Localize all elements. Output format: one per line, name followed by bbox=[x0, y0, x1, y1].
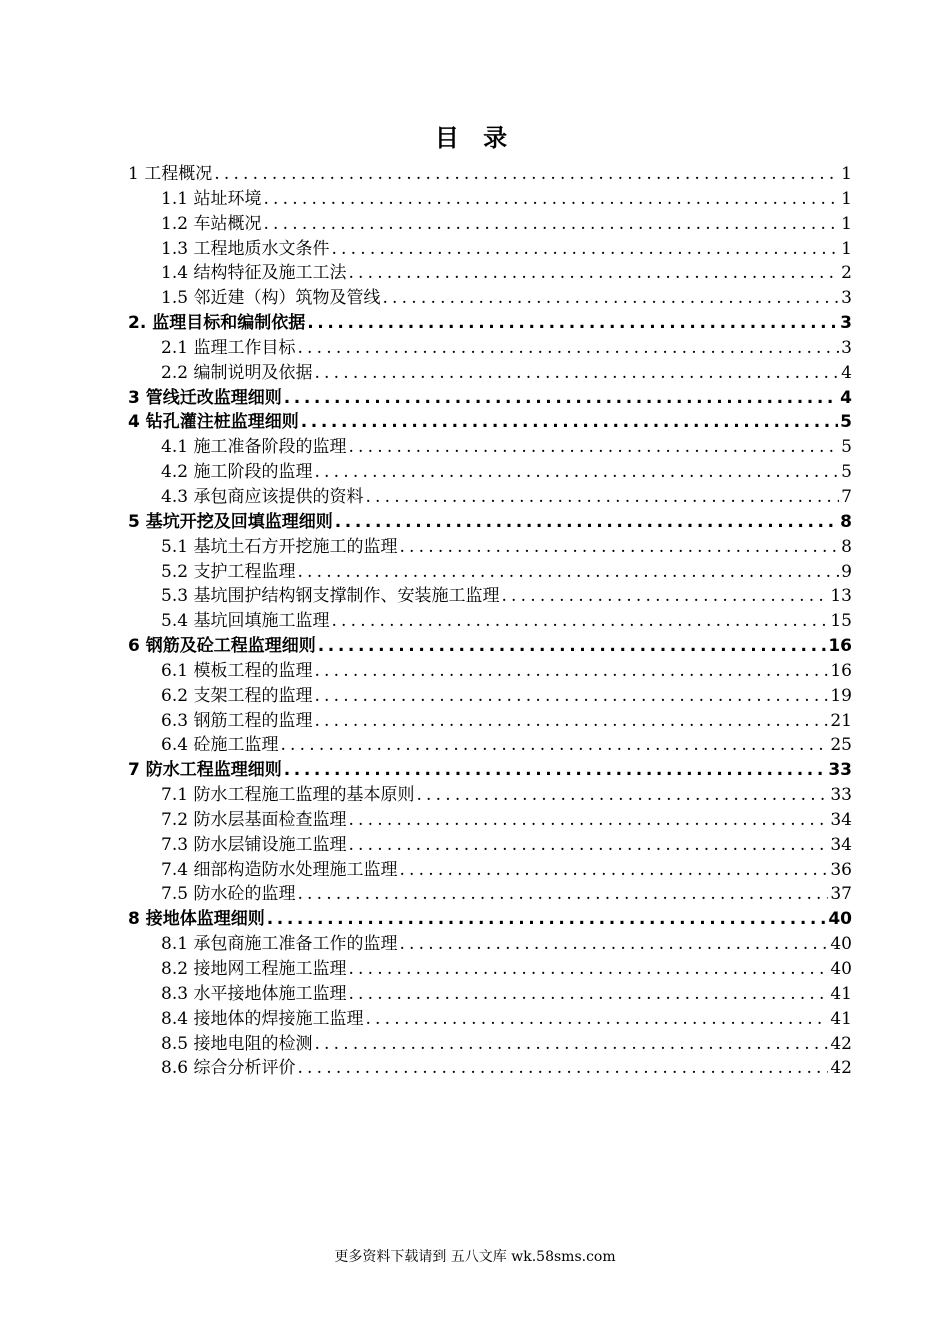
toc-entry-label: 5.2 支护工程监理 bbox=[161, 561, 296, 582]
toc-dot-leader bbox=[416, 783, 828, 808]
toc-section-entry[interactable] bbox=[128, 584, 852, 609]
toc-dot-leader bbox=[297, 1056, 828, 1081]
toc-entry-label: 3 管线迁改监理细则 bbox=[128, 387, 282, 408]
toc-dot-leader bbox=[280, 733, 828, 758]
toc-dot-leader bbox=[348, 808, 828, 833]
toc-dot-leader bbox=[314, 659, 828, 684]
toc-page-number: 2 bbox=[841, 263, 852, 284]
toc-entry-label: 8.3 水平接地体施工监理 bbox=[161, 983, 347, 1004]
toc-page-number: 16 bbox=[830, 660, 852, 681]
toc-section-entry[interactable] bbox=[128, 286, 852, 311]
toc-page-number: 42 bbox=[830, 1058, 852, 1079]
toc-dot-leader bbox=[318, 634, 827, 659]
toc-page-number: 40 bbox=[828, 909, 852, 930]
toc-chapter-entry[interactable] bbox=[128, 758, 852, 783]
toc-page-number: 1 bbox=[841, 238, 852, 259]
toc-page-number: 15 bbox=[830, 611, 852, 632]
toc-dot-leader bbox=[314, 460, 839, 485]
toc-page-number: 1 bbox=[841, 213, 852, 234]
toc-entry-label: 5 基坑开挖及回填监理细则 bbox=[128, 511, 333, 532]
toc-page-number: 4 bbox=[841, 362, 852, 383]
toc-entry-label: 1.4 结构特征及施工工法 bbox=[161, 263, 347, 284]
toc-chapter-entry[interactable] bbox=[128, 162, 852, 187]
toc-entry-label: 6.4 砼施工监理 bbox=[161, 735, 279, 756]
toc-page-number: 19 bbox=[830, 685, 852, 706]
toc-dot-leader bbox=[348, 435, 839, 460]
toc-dot-leader bbox=[331, 609, 828, 634]
toc-section-entry[interactable] bbox=[128, 858, 852, 883]
toc-page-number: 25 bbox=[830, 735, 852, 756]
toc-page-number: 36 bbox=[830, 859, 852, 880]
toc-page-number: 8 bbox=[840, 511, 852, 532]
toc-entry-label: 8.4 接地体的焊接施工监理 bbox=[161, 1008, 364, 1029]
toc-dot-leader bbox=[263, 212, 839, 237]
toc-section-entry[interactable] bbox=[128, 659, 852, 684]
toc-section-entry[interactable] bbox=[128, 684, 852, 709]
toc-dot-leader bbox=[331, 237, 839, 262]
toc-entry-label: 8.5 接地电阻的检测 bbox=[161, 1033, 313, 1054]
toc-page-number: 16 bbox=[828, 636, 852, 657]
toc-dot-leader bbox=[501, 584, 828, 609]
toc-entry-label: 7.2 防水层基面检查监理 bbox=[161, 809, 347, 830]
toc-dot-leader bbox=[348, 261, 839, 286]
toc-section-entry[interactable] bbox=[128, 560, 852, 585]
toc-page-number: 5 bbox=[841, 462, 852, 483]
toc-entry-label: 6.1 模板工程的监理 bbox=[161, 660, 313, 681]
toc-page-number: 3 bbox=[841, 288, 852, 309]
toc-dot-leader bbox=[284, 386, 838, 411]
toc-entry-label: 7.1 防水工程施工监理的基本原则 bbox=[161, 785, 415, 806]
toc-entry-label: 5.1 基坑土石方开挖施工的监理 bbox=[161, 536, 398, 557]
toc-chapter-entry[interactable] bbox=[128, 510, 852, 535]
toc-section-entry[interactable] bbox=[128, 609, 852, 634]
toc-dot-leader bbox=[297, 882, 828, 907]
page-footer: 更多资料下载请到 五八文库 wk.58sms.com bbox=[334, 1249, 616, 1265]
toc-entry-label: 2. 监理目标和编制依据 bbox=[128, 313, 306, 334]
toc-page-number: 4 bbox=[840, 387, 852, 408]
table-of-contents bbox=[128, 162, 852, 1081]
toc-entry-label: 5.3 基坑围护结构钢支撑制作、安装施工监理 bbox=[161, 586, 500, 607]
toc-entry-label: 4.3 承包商应该提供的资料 bbox=[161, 486, 364, 507]
toc-page-number: 1 bbox=[841, 188, 852, 209]
toc-section-entry[interactable] bbox=[128, 932, 852, 957]
toc-section-entry[interactable] bbox=[128, 1032, 852, 1057]
toc-entry-label: 2.1 监理工作目标 bbox=[161, 337, 296, 358]
toc-entry-label: 1.2 车站概况 bbox=[161, 213, 262, 234]
toc-dot-leader bbox=[297, 336, 839, 361]
toc-section-entry[interactable] bbox=[128, 783, 852, 808]
toc-dot-leader bbox=[399, 858, 828, 883]
toc-dot-leader bbox=[284, 758, 827, 783]
toc-page-number: 41 bbox=[830, 983, 852, 1004]
toc-dot-leader bbox=[348, 833, 828, 858]
toc-page-number: 3 bbox=[840, 313, 852, 334]
toc-entry-label: 4.1 施工准备阶段的监理 bbox=[161, 437, 347, 458]
toc-page-number: 33 bbox=[828, 760, 852, 781]
toc-entry-label: 6.3 钢筋工程的监理 bbox=[161, 710, 313, 731]
toc-page-number: 34 bbox=[830, 809, 852, 830]
toc-chapter-entry[interactable] bbox=[128, 311, 852, 336]
toc-dot-leader bbox=[314, 709, 828, 734]
toc-dot-leader bbox=[365, 1007, 828, 1032]
toc-entry-label: 7 防水工程监理细则 bbox=[128, 760, 282, 781]
toc-page-number: 37 bbox=[830, 884, 852, 905]
toc-dot-leader bbox=[365, 485, 839, 510]
toc-page-number: 7 bbox=[841, 486, 852, 507]
toc-entry-label: 7.5 防水砼的监理 bbox=[161, 884, 296, 905]
toc-entry-label: 1.1 站址环境 bbox=[161, 188, 262, 209]
toc-dot-leader bbox=[348, 957, 828, 982]
toc-section-entry[interactable] bbox=[128, 733, 852, 758]
toc-section-entry[interactable] bbox=[128, 1056, 852, 1081]
toc-section-entry[interactable] bbox=[128, 535, 852, 560]
toc-page-number: 9 bbox=[841, 561, 852, 582]
toc-page-number: 34 bbox=[830, 834, 852, 855]
toc-entry-label: 8.1 承包商施工准备工作的监理 bbox=[161, 934, 398, 955]
toc-page-number: 33 bbox=[830, 785, 852, 806]
toc-chapter-entry[interactable] bbox=[128, 907, 852, 932]
toc-dot-leader bbox=[335, 510, 838, 535]
toc-entry-label: 6 钢筋及砼工程监理细则 bbox=[128, 636, 316, 657]
toc-dot-leader bbox=[399, 932, 828, 957]
toc-dot-leader bbox=[314, 361, 839, 386]
toc-entry-label: 7.3 防水层铺设施工监理 bbox=[161, 834, 347, 855]
toc-entry-label: 8.6 综合分析评价 bbox=[161, 1058, 296, 1079]
toc-section-entry[interactable] bbox=[128, 187, 852, 212]
toc-entry-label: 5.4 基坑回填施工监理 bbox=[161, 611, 330, 632]
toc-section-entry[interactable] bbox=[128, 957, 852, 982]
toc-entry-label: 4 钻孔灌注桩监理细则 bbox=[128, 412, 299, 433]
toc-dot-leader bbox=[307, 311, 838, 336]
toc-chapter-entry[interactable] bbox=[128, 634, 852, 659]
toc-section-entry[interactable] bbox=[128, 808, 852, 833]
toc-entry-label: 1.5 邻近建（构）筑物及管线 bbox=[161, 288, 381, 309]
toc-page-number: 21 bbox=[830, 710, 852, 731]
toc-section-entry[interactable] bbox=[128, 212, 852, 237]
toc-page-number: 8 bbox=[841, 536, 852, 557]
toc-section-entry[interactable] bbox=[128, 485, 852, 510]
toc-dot-leader bbox=[263, 187, 839, 212]
toc-section-entry[interactable] bbox=[128, 709, 852, 734]
toc-section-entry[interactable] bbox=[128, 882, 852, 907]
toc-dot-leader bbox=[267, 907, 827, 932]
page-title: 目 录 bbox=[434, 124, 516, 152]
toc-entry-label: 7.4 细部构造防水处理施工监理 bbox=[161, 859, 398, 880]
toc-entry-label: 2.2 编制说明及依据 bbox=[161, 362, 313, 383]
toc-dot-leader bbox=[399, 535, 839, 560]
toc-page-number: 5 bbox=[840, 412, 852, 433]
toc-dot-leader bbox=[297, 560, 839, 585]
toc-section-entry[interactable] bbox=[128, 1007, 852, 1032]
toc-section-entry[interactable] bbox=[128, 237, 852, 262]
toc-page-number: 5 bbox=[841, 437, 852, 458]
toc-chapter-entry[interactable] bbox=[128, 386, 852, 411]
toc-section-entry[interactable] bbox=[128, 261, 852, 286]
toc-dot-leader bbox=[301, 410, 838, 435]
toc-page-number: 41 bbox=[830, 1008, 852, 1029]
toc-entry-label: 6.2 支架工程的监理 bbox=[161, 685, 313, 706]
toc-page-number: 1 bbox=[841, 164, 852, 184]
toc-page-number: 3 bbox=[841, 337, 852, 358]
toc-entry-label: 8 接地体监理细则 bbox=[128, 909, 265, 930]
toc-section-entry[interactable] bbox=[128, 982, 852, 1007]
toc-dot-leader bbox=[382, 286, 839, 311]
toc-section-entry[interactable] bbox=[128, 460, 852, 485]
toc-page-number: 40 bbox=[830, 934, 852, 955]
toc-dot-leader bbox=[314, 684, 828, 709]
toc-section-entry[interactable] bbox=[128, 435, 852, 460]
toc-dot-leader bbox=[348, 982, 828, 1007]
toc-dot-leader bbox=[314, 1032, 828, 1057]
toc-section-entry[interactable] bbox=[128, 361, 852, 386]
toc-entry-label: 4.2 施工阶段的监理 bbox=[161, 462, 313, 483]
toc-page-number: 13 bbox=[830, 586, 852, 607]
toc-page-number: 40 bbox=[830, 959, 852, 979]
toc-chapter-entry[interactable] bbox=[128, 410, 852, 435]
toc-entry-label: 1 工程概况 bbox=[128, 164, 213, 184]
toc-page-number: 42 bbox=[830, 1033, 852, 1054]
toc-section-entry[interactable] bbox=[128, 833, 852, 858]
toc-dot-leader bbox=[214, 162, 839, 187]
toc-section-entry[interactable] bbox=[128, 336, 852, 361]
toc-entry-label: 8.2 接地网工程施工监理 bbox=[161, 959, 347, 979]
toc-entry-label: 1.3 工程地质水文条件 bbox=[161, 238, 330, 259]
